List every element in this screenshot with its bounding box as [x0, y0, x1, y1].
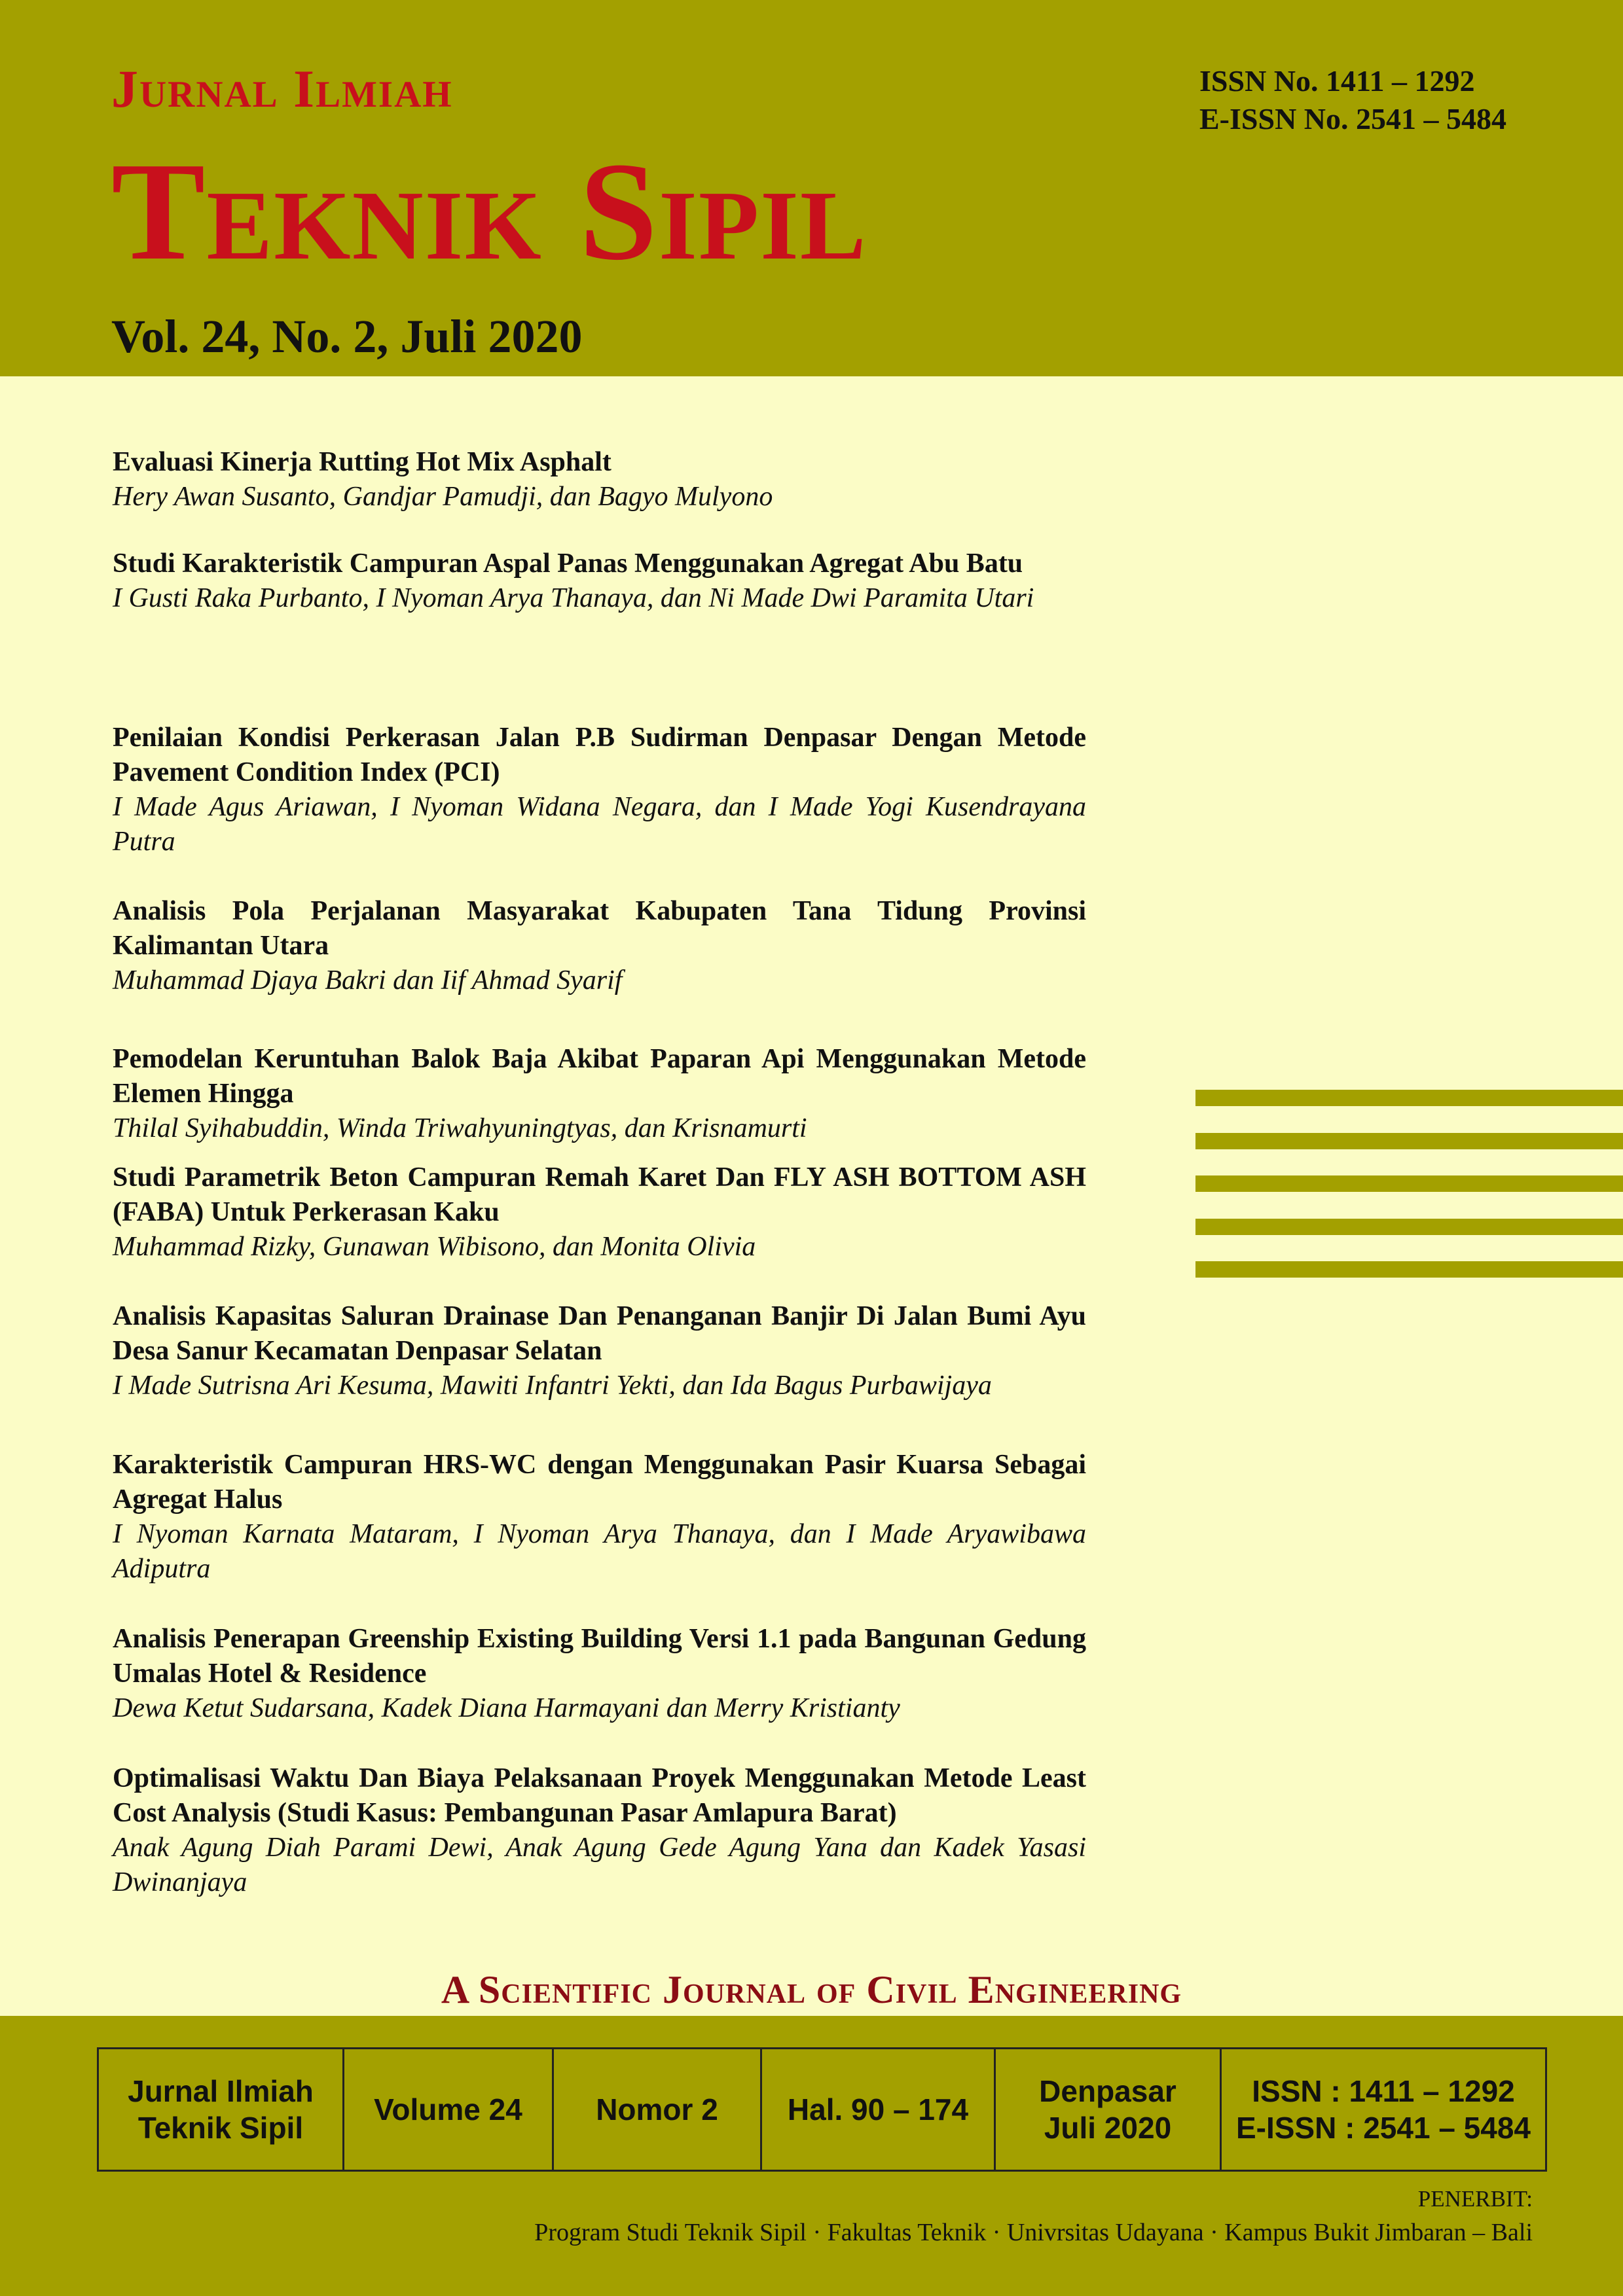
cover-footer	[0, 2016, 1623, 2296]
info-cell-place-date	[996, 2049, 1222, 2170]
info-number: Nomor 2	[596, 2092, 718, 2126]
article-entry	[113, 1622, 1086, 1726]
stripe	[1195, 1090, 1623, 1106]
article-authors: Thilal Syihabuddin, Winda Triwahyuningtyas, dan Krisnamurti	[113, 1113, 807, 1143]
article-title: Studi Karakteristik Campuran Aspal Panas Menggunakan Agregat Abu Batu	[113, 548, 1023, 579]
article-entry	[113, 547, 1086, 616]
stripe	[1195, 1133, 1623, 1149]
info-eissn: E-ISSN : 2541 – 5484	[1235, 2111, 1531, 2145]
article-entry	[113, 1299, 1086, 1403]
stripe	[1195, 1175, 1623, 1192]
article-entry	[113, 445, 1086, 514]
article-authors: Dewa Ketut Sudarsana, Kadek Diana Harmayani dan Merry Kristianty	[113, 1693, 900, 1723]
article-title: Studi Parametrik Beton Campuran Remah Karet Dan FLY ASH BOTTOM ASH (FABA) Untuk Perkerasan Kaku	[113, 1162, 1086, 1227]
article-authors: Muhammad Rizky, Gunawan Wibisono, dan Monita Olivia	[113, 1232, 756, 1262]
article-authors: I Nyoman Karnata Mataram, I Nyoman Arya Thanaya, dan I Made Aryawibawa Adiputra	[113, 1519, 1086, 1584]
article-authors: I Made Sutrisna Ari Kesuma, Mawiti Infantri Yekti, dan Ida Bagus Purbawijaya	[113, 1371, 992, 1401]
info-cell-volume	[344, 2049, 554, 2170]
journal-name-line2: Teknik Sipil	[111, 133, 867, 289]
info-cell-pages	[762, 2049, 996, 2170]
stripe	[1195, 1261, 1623, 1278]
article-title: Analisis Penerapan Greenship Existing Building Versi 1.1 pada Bangunan Gedung Umalas Hotel & Residence	[113, 1624, 1086, 1689]
publisher-label: PENERBIT:	[1417, 2186, 1533, 2212]
stripe	[1195, 1219, 1623, 1235]
article-authors: I Made Agus Ariawan, I Nyoman Widana Negara, dan I Made Yogi Kusendrayana Putra	[113, 792, 1086, 857]
publisher-address: Program Studi Teknik Sipil · Fakultas Teknik · Univrsitas Udayana · Kampus Bukit Jimbaran – Bali	[534, 2219, 1533, 2246]
article-entry	[113, 721, 1086, 859]
cover-header	[0, 0, 1623, 376]
article-title: Optimalisasi Waktu Dan Biaya Pelaksanaan Proyek Menggunakan Metode Least Cost Analysis (Studi Kasus: Pembangunan Pasar Amlapura Barat)	[113, 1763, 1086, 1828]
info-city: Denpasar	[1039, 2074, 1176, 2108]
article-authors: Anak Agung Diah Parami Dewi, Anak Agung Gede Agung Yana dan Kadek Yasasi Dwinanjaya	[113, 1833, 1086, 1897]
info-pages: Hal. 90 – 174	[787, 2092, 969, 2126]
article-entry	[113, 1160, 1086, 1265]
info-volume: Volume 24	[374, 2092, 522, 2126]
article-title: Penilaian Kondisi Perkerasan Jalan P.B Sudirman Denpasar Dengan Metode Pavement Condition Index (PCI)	[113, 723, 1086, 787]
info-journal-line1: Jurnal Ilmiah	[128, 2074, 314, 2108]
issue-info-table	[97, 2047, 1547, 2172]
article-title: Karakteristik Campuran HRS-WC dengan Menggunakan Pasir Kuarsa Sebagai Agregat Halus	[113, 1450, 1086, 1515]
article-authors: Hery Awan Susanto, Gandjar Pamudji, dan Bagyo Mulyono	[113, 482, 773, 512]
info-cell-journal	[99, 2049, 344, 2170]
journal-tagline: A Scientific Journal of Civil Engineering	[441, 1968, 1182, 2011]
article-entry	[113, 1761, 1086, 1900]
volume-issue-line: Vol. 24, No. 2, Juli 2020	[111, 310, 583, 363]
article-title: Analisis Pola Perjalanan Masyarakat Kabupaten Tana Tidung Provinsi Kalimantan Utara	[113, 896, 1086, 961]
issn-print: ISSN No. 1411 – 1292	[1199, 64, 1475, 98]
article-entry	[113, 894, 1086, 998]
issn-electronic: E-ISSN No. 2541 – 5484	[1199, 102, 1507, 135]
issn-block	[1199, 62, 1506, 138]
article-entry	[113, 1042, 1086, 1146]
info-journal-line2: Teknik Sipil	[137, 2111, 304, 2145]
info-date: Juli 2020	[1044, 2111, 1172, 2145]
article-entry	[113, 1448, 1086, 1587]
article-title: Evaluasi Kinerja Rutting Hot Mix Asphalt	[113, 447, 611, 477]
article-title: Analisis Kapasitas Saluran Drainase Dan Penanganan Banjir Di Jalan Bumi Ayu Desa Sanur Kecamatan Denpasar Selatan	[113, 1301, 1086, 1366]
info-cell-issn	[1222, 2049, 1545, 2170]
info-cell-number	[554, 2049, 762, 2170]
journal-name-line1: Jurnal Ilmiah	[111, 59, 453, 118]
article-authors: I Gusti Raka Purbanto, I Nyoman Arya Thanaya, dan Ni Made Dwi Paramita Utari	[113, 583, 1034, 613]
article-title: Pemodelan Keruntuhan Balok Baja Akibat Paparan Api Menggunakan Metode Elemen Hingga	[113, 1044, 1086, 1109]
article-authors: Muhammad Djaya Bakri dan Iif Ahmad Syarif	[113, 965, 623, 996]
info-issn: ISSN : 1411 – 1292	[1252, 2074, 1515, 2108]
